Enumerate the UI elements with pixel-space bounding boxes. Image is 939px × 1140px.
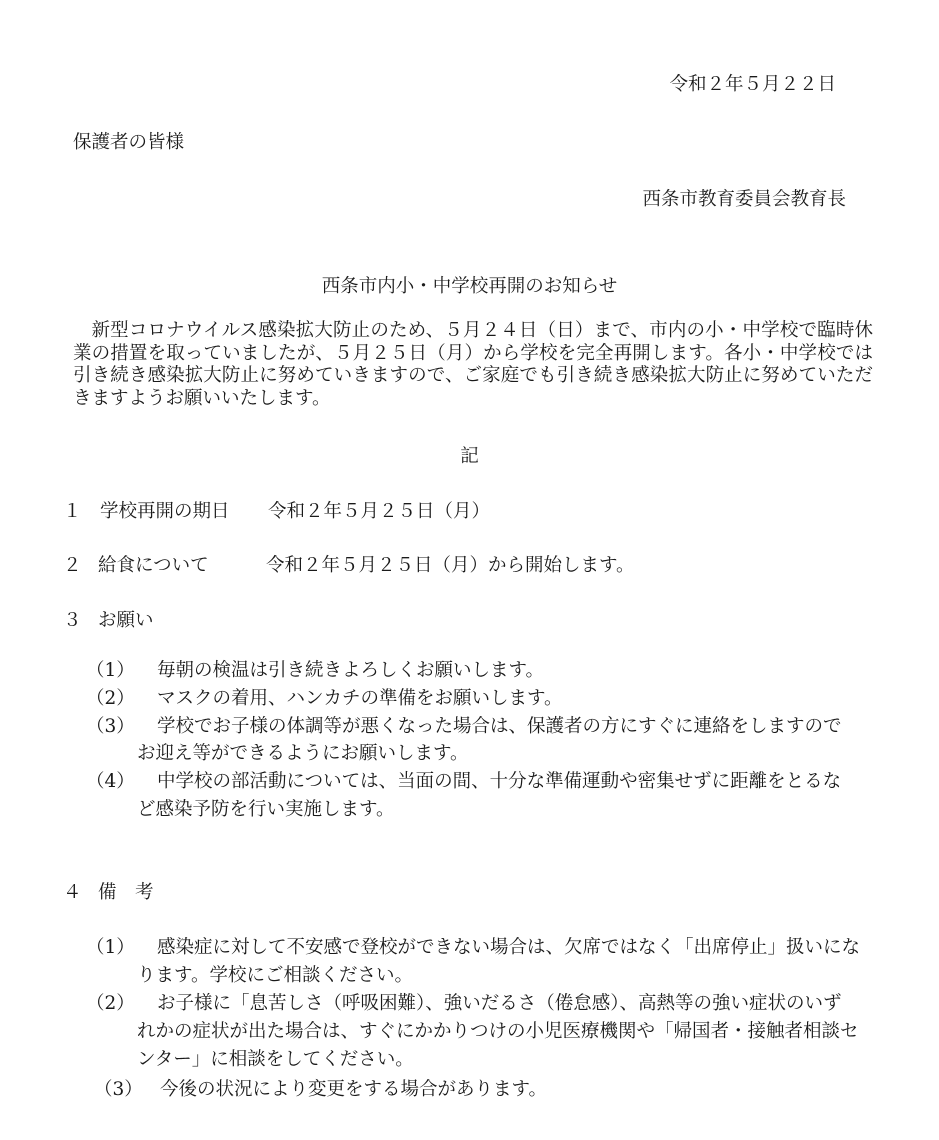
item-number: １: [63, 501, 82, 522]
item-number: ２: [63, 555, 82, 576]
item-label: 給食について: [98, 555, 209, 576]
item-requests: [0, 606, 939, 630]
note-text: お子様に「息苦しさ（呼吸困難）、強いだるさ（倦怠感）、高熱等の強い症状のいず: [157, 993, 842, 1014]
sender: 西条市教育委員会教育長: [642, 189, 846, 210]
body-line: 新型コロナウイルス感染拡大防止のため、５月２４日（日）まで、市内の小・中学: [91, 320, 780, 341]
note-text: 今後の状況により変更をする場合があります。: [160, 1079, 548, 1100]
note-text: 感染症に対して不安感で登校ができない場合は、欠席ではなく「出席停止」扱いにな: [157, 937, 861, 958]
item-label: お願い: [98, 610, 154, 631]
request-text: 中学校の部活動については、当面の間、十分な準備運動や密集せずに距離をとるな: [157, 771, 842, 792]
request-text: 毎朝の検温は引き続きよろしくお願いします。: [157, 660, 545, 681]
item-school-lunch: [0, 551, 939, 575]
note-text: ンター」に相談をしてください。: [137, 1049, 414, 1070]
request-number: （1）: [86, 660, 135, 681]
ki-heading: 記: [460, 446, 479, 467]
request-text: お迎え等ができるようにお願いします。: [137, 743, 469, 764]
body-paragraph: [73, 320, 873, 410]
body-line: 続き感染拡大防止に努めていただきますようお願いいたします。: [73, 365, 873, 409]
body-line: 校で臨時休業の措置を取っていましたが、５月２５日（月）から学校を完全再開しま: [73, 320, 873, 364]
page-title: 西条市内小・中学校再開のお知らせ: [321, 276, 618, 297]
notes-heading: [0, 878, 939, 902]
document-date: 令和２年５月２２日: [669, 74, 836, 95]
item-value: 令和２年５月２５日（月）から開始します。: [266, 555, 635, 576]
note-number: （1）: [86, 937, 135, 958]
note-text: れかの症状が出た場合は、すぐにかかりつけの小児医療機関や「帰国者・接触者相談セ: [137, 1021, 859, 1042]
request-number: （2）: [86, 688, 135, 709]
request-number: （4）: [86, 771, 135, 792]
note-text: ります。学校にご相談ください。: [137, 965, 414, 986]
item-number: ３: [63, 610, 82, 631]
note-number: （2）: [86, 993, 135, 1014]
item-label: 備 考: [98, 882, 154, 903]
item-value: 令和２年５月２５日（月）: [268, 501, 491, 522]
item-label: 学校再開の期日: [100, 501, 230, 522]
request-text: 学校でお子様の体調等が悪くなった場合は、保護者の方にすぐに連絡をしますので: [157, 716, 842, 737]
request-text: マスクの着用、ハンカチの準備をお願いします。: [157, 688, 563, 709]
request-number: （3）: [86, 716, 135, 737]
item-number: ４: [63, 882, 82, 903]
request-text: ど感染予防を行い実施します。: [137, 799, 395, 820]
note-number: （3）: [94, 1079, 143, 1100]
body-line: す。各小・中学校では引き続き感染拡大防止に努めていきますので、ご家庭でも引き: [73, 342, 873, 386]
item-school-reopen: [0, 497, 939, 521]
recipient: 保護者の皆様: [73, 132, 185, 153]
